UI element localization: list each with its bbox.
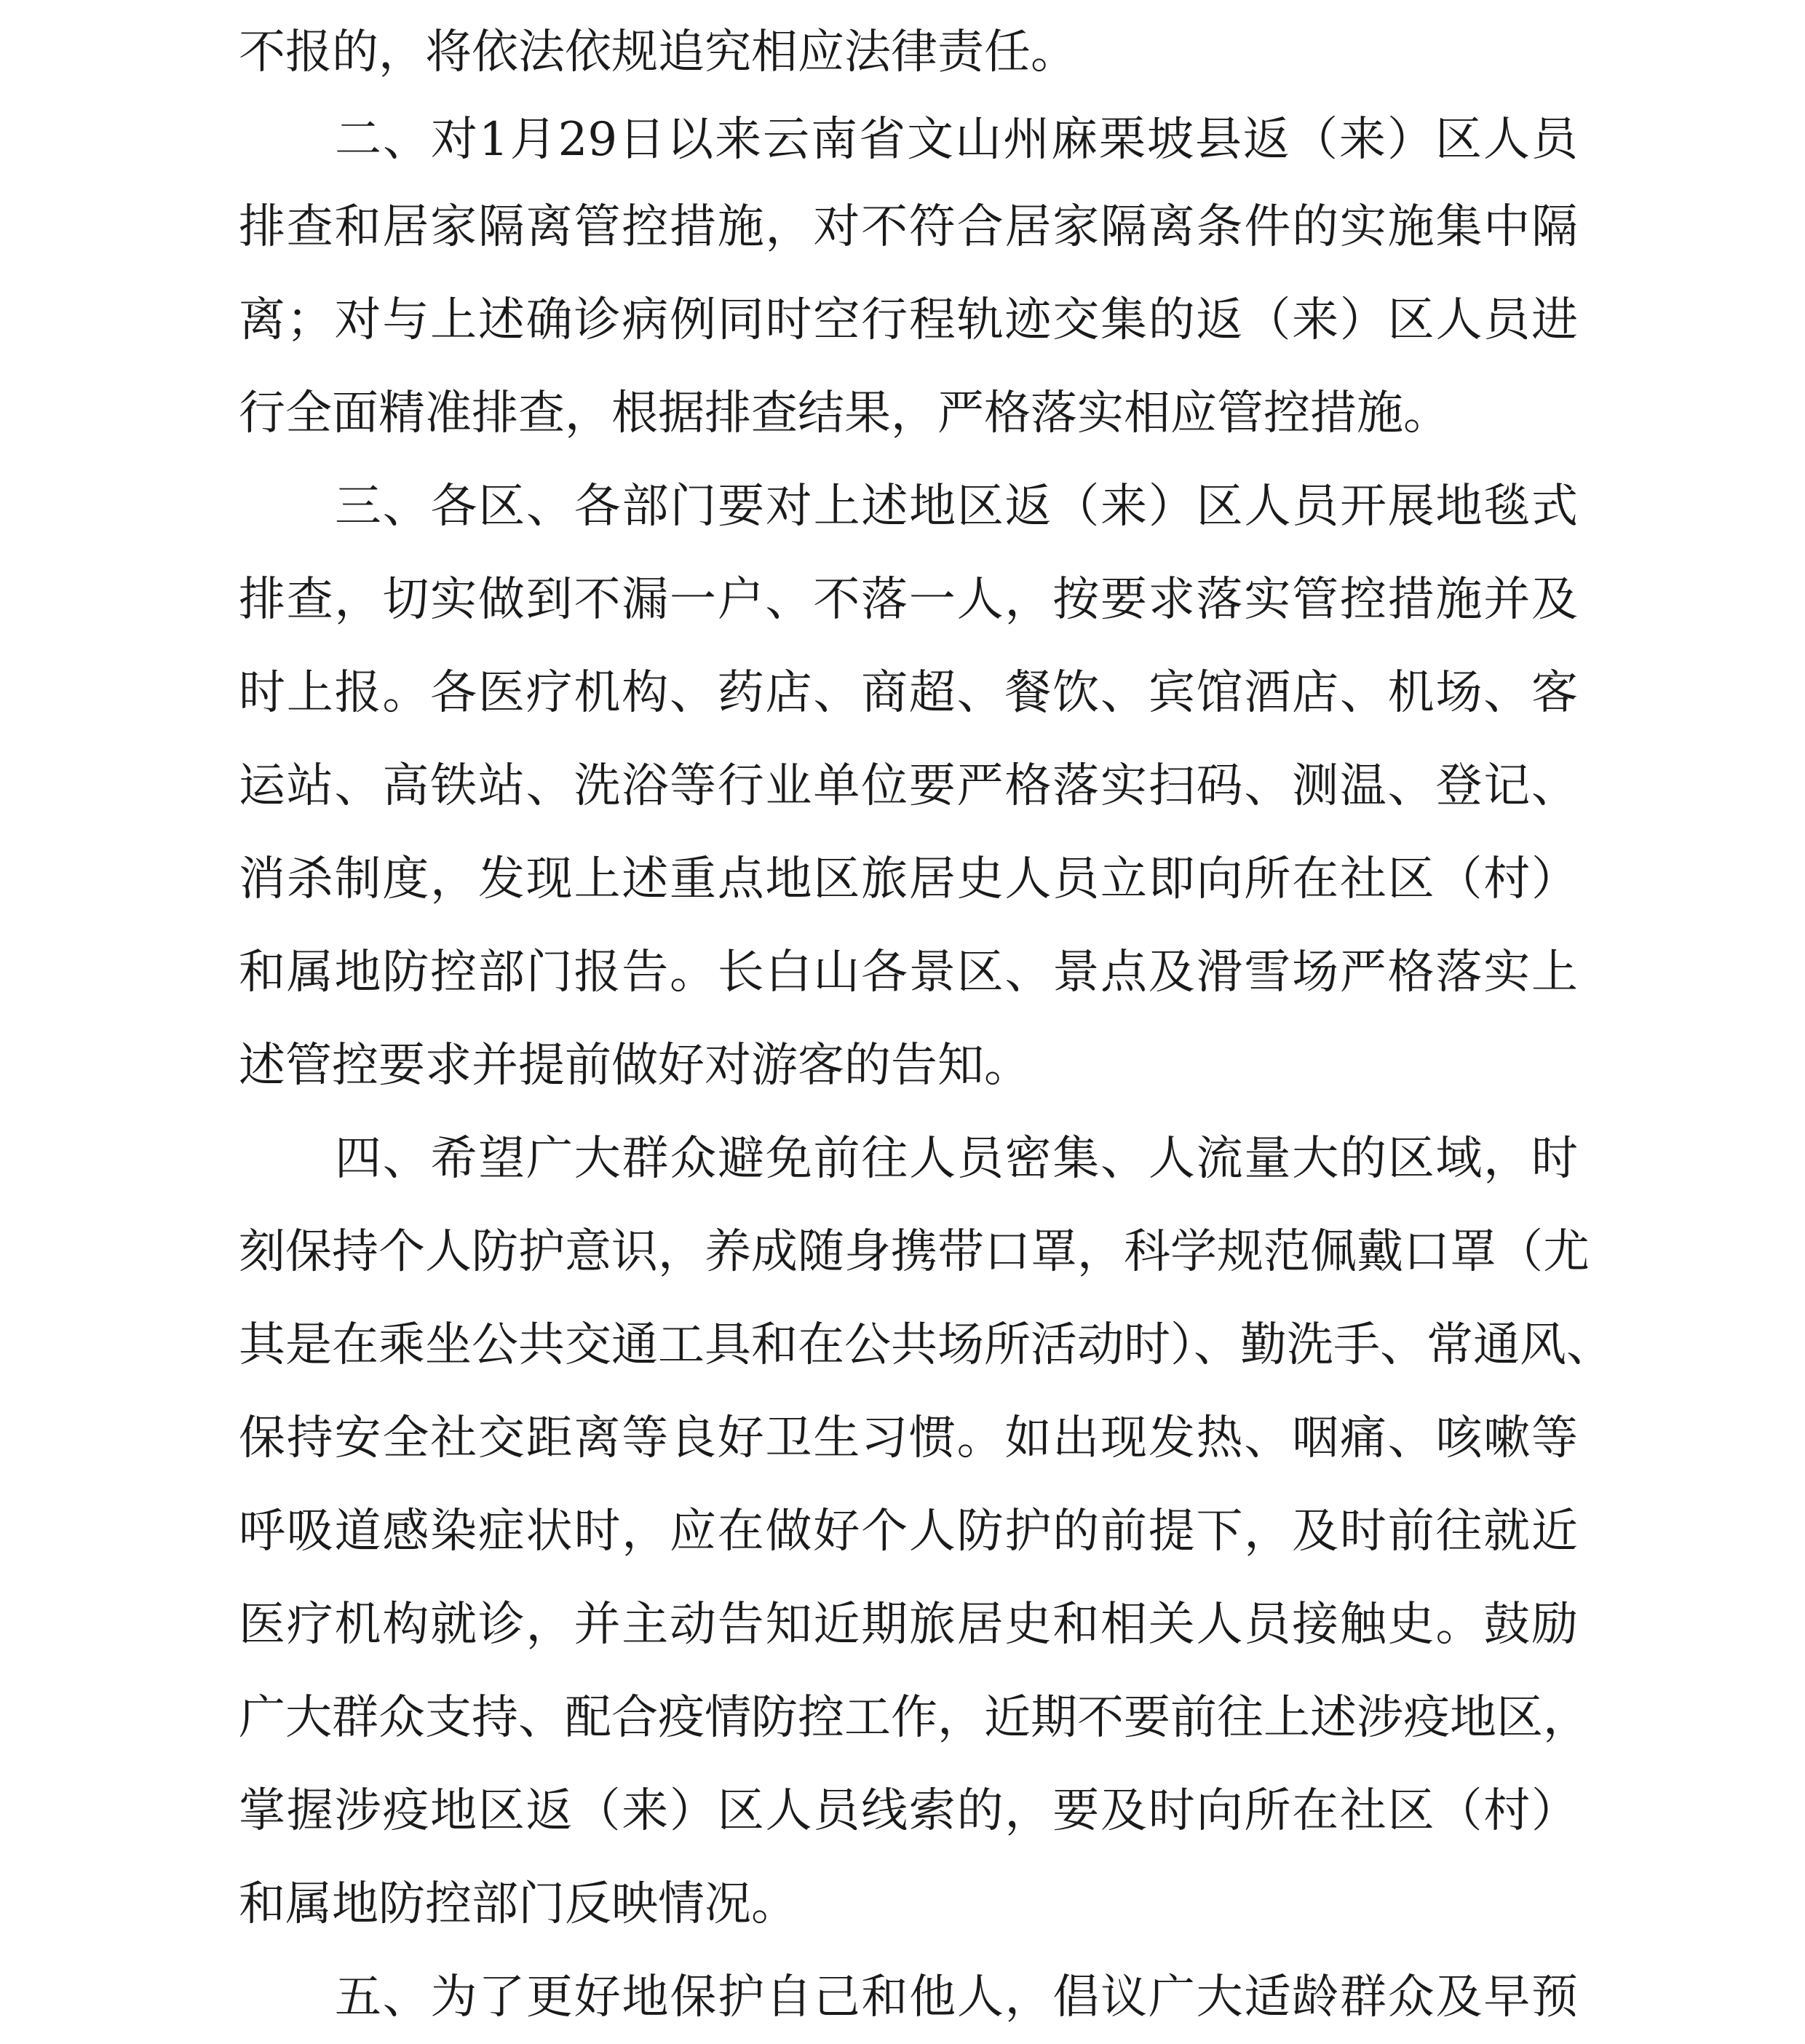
paragraph-3-line-1: 三、各区、各部门要对上述地区返（来）区人员开展地毯式 — [335, 480, 1578, 534]
paragraph-5-line-1: 五、为了更好地保护自己和他人，倡议广大适龄群众及早预 — [335, 1970, 1578, 2024]
paragraph-2-line-4: 行全面精准排查，根据排查结果，严格落实相应管控措施。 — [239, 387, 1450, 440]
text-line-1: 不报的，将依法依规追究相应法律责任。 — [239, 25, 1077, 79]
paragraph-2-line-1: 二、对1月29日以来云南省文山州麻栗坡县返（来）区人员 — [335, 113, 1578, 167]
paragraph-4-line-4: 保持安全社交距离等良好卫生习惯。如出现发热、咽痛、咳嗽等 — [239, 1411, 1578, 1465]
paragraph-3-line-2: 排查，切实做到不漏一户、不落一人，按要求落实管控措施并及 — [239, 573, 1578, 627]
paragraph-4-line-7: 广大群众支持、配合疫情防控工作，近期不要前往上述涉疫地区， — [239, 1691, 1590, 1745]
paragraph-2-line-2: 排查和居家隔离管控措施，对不符合居家隔离条件的实施集中隔 — [239, 200, 1578, 254]
paragraph-4-line-1: 四、希望广大群众避免前往人员密集、人流量大的区域，时 — [335, 1132, 1578, 1186]
paragraph-3-line-5: 消杀制度，发现上述重点地区旅居史人员立即向所在社区（村） — [239, 852, 1578, 906]
paragraph-3-line-3: 时上报。各医疗机构、药店、商超、餐饮、宾馆酒店、机场、客 — [239, 666, 1578, 720]
paragraph-3-line-7: 述管控要求并提前做好对游客的告知。 — [239, 1039, 1031, 1093]
paragraph-4-line-6: 医疗机构就诊，并主动告知近期旅居史和相关人员接触史。鼓励 — [239, 1598, 1578, 1652]
paragraph-4-line-9: 和属地防控部门反映情况。 — [239, 1877, 798, 1931]
paragraph-4-line-2: 刻保持个人防护意识，养成随身携带口罩，科学规范佩戴口罩（尤 — [239, 1225, 1590, 1279]
paragraph-4-line-5: 呼吸道感染症状时，应在做好个人防护的前提下，及时前往就近 — [239, 1505, 1578, 1558]
paragraph-2-line-3: 离；对与上述确诊病例同时空行程轨迹交集的返（来）区人员进 — [239, 293, 1578, 347]
paragraph-3-line-4: 运站、高铁站、洗浴等行业单位要严格落实扫码、测温、登记、 — [239, 759, 1578, 813]
paragraph-4-line-3: 其是在乘坐公共交通工具和在公共场所活动时）、勤洗手、常通风、 — [239, 1318, 1613, 1372]
paragraph-4-line-8: 掌握涉疫地区返（来）区人员线索的，要及时向所在社区（村） — [239, 1784, 1578, 1838]
paragraph-3-line-6: 和属地防控部门报告。长白山各景区、景点及滑雪场严格落实上 — [239, 946, 1578, 999]
